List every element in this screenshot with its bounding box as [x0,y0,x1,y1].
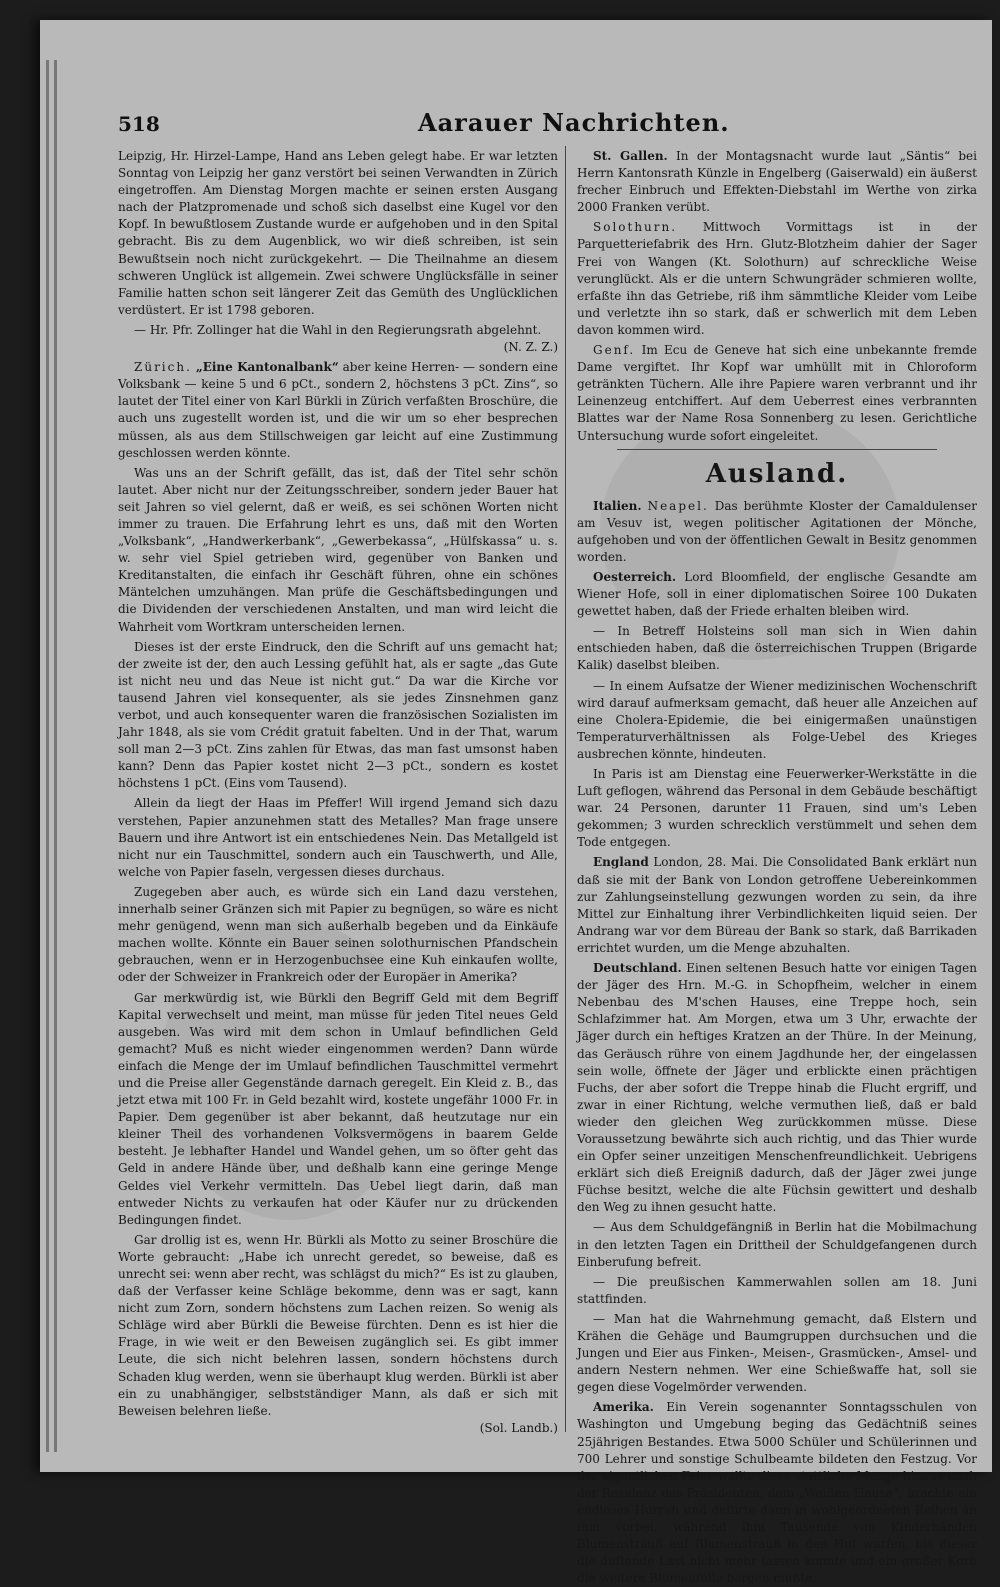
dateline-genf: Genf. [593,343,636,358]
paragraph: — Aus dem Schuldgefängniß in Berlin hat die Mobilmachung in den letzten Tagen ein Drittheil der Schuldgefangenen durch Einberufung befreit. [577,1220,977,1269]
article-text: Im Ecu de Geneve hat sich eine unbekannte fremde Dame vergiftet. Ihr Kopf war umhüllt mit in Chloroform getränkten Tüchern. Alle ihre Papiere waren verbrannt und ihr Leinenzeug entchiffert. Auf dem Ueberrest eines verbrannten Blattes war der Name Rosa Sonnenberg zu lesen. Gerichtliche Untersuchung wurde sofort eingeleitet. [577,343,977,443]
article-text: Lord Bloomfield, der englische Gesandte am Wiener Hofe, soll in einer diplomatischen Soiree 100 Dukaten gewettet haben, daß der Friede erhalten bleiben wird. [577,569,977,619]
dateline-zurich: Zürich. [134,360,192,375]
dateline-deutschland: Deutschland. [593,961,682,976]
paragraph: Was uns an der Schrift gefällt, das ist, daß der Titel sehr schön lautet. Aber nicht nur der Zeitungsschreiber, sondern jeder Bauer hat seit Jahren so viel gelernt, daß er weiß, es sei schönen Worten nicht immer zu trauen. Die Erfahrung lehrt es uns, daß mit den Worten „Volksbank“, „Handwerkerbank“, „Gewerbekassa“, „Hülfskassa“ u. s. w. sehr viel Spiel getrieben wird, gegenüber von Banken und Kreditanstalten, die einfach ihr Geschäft führen, ohne ein schönes Mäntelchen umzuhängen. Man prüfe die Geschäftsbedingungen und die Dividenden der verschiedenen Anstalten, und man wird leicht die Wahrheit vom Wortkram unterscheiden lernen. [118,465,558,634]
paragraph: Zugegeben aber auch, es würde sich ein Land dazu verstehen, innerhalb seiner Gränzen sich mit Papier zu begnügen, so wäre es nicht mehr genügend, wenn man sich außerhalb begeben und da Einkäufe machen wollte. Könnte ein Bauer seinen solothurnischen Pfandschein gebrauchen, wenn er in Herzogenbuchsee eine Kuh einkaufen wollte, oder der Schweizer in Frankreich oder der Europäer in Amerika? [118,884,558,985]
article-kantonalbank [118,359,558,462]
paragraph-text: Gar drollig ist es, wenn Hr. Bürkli als Motto zu seiner Broschüre die Worte gebraucht: „Habe ich unrecht geredet, so beweise, daß es unrecht sei: wenn aber recht, was schlägst du mich?“ Es ist zu glauben, daß der Verfasser keine Schläge bekomme, denn was er sagt, kann nicht zum Zorn, sondern höchstens zum Lachen reizen. So wenig als Schläge wird aber Bürkli die Beweise fürchten. Denn es ist hier die Frage, in wie weit er den Beweisen zugänglich sei. Es gibt immer Leute, die sich nicht belehren lassen, sondern höchstens durch Schaden klug werden, wenn sie überhaupt klug werden. Bürkli ist aber ein zu unabhängiger, selbstständiger Mann, als daß er sich mit Beweisen belehren ließe. [118,1232,558,1418]
article-text: Ein Verein sogenannter Sonntagsschulen von Washington und Umgebung beging das Gedächtniß seines 25jährigen Bestandes. Etwa 5000 Schüler und Schülerinnen und 700 Lehrer und sonstige Schulbeamte bildeten den Festzug. Vor der eigentlichen Feier wallte diese stattliche Menge hinaus nach der Residenz des Präsidenten, dem „Weißen Hause“, brachte ein endloses Hurrah und deflirte dann in wohlgeordneten Reihen an ihm vorbei, während ihm Tausende von Kinderhänden Blumenstrauß auf Blumenstrauß in den Hut warfen, bis dieser die duftende Last nicht mehr fassen konnte und ein großer Korb die weitere Blumenfülle bergen mußte. [577,1400,977,1586]
paragraph: Allein da liegt der Haas im Pfeffer! Will irgend Jemand sich dazu verstehen, Papier anzunehmen statt des Metalles? Man frage unsere Bauern und ihre Antwort ist ein entschiedenes Nein. Das Metallgeld ist nicht nur ein Tauschmittel, sondern auch ein Tauschwerth, und Alle, welche von Papier faseln, vergessen dieses durchaus. [118,796,558,879]
article-italien [577,498,977,566]
book-title: „Eine Kantonalbank“ [195,360,339,375]
article-solothurn [577,219,977,339]
article-text: Einen seltenen Besuch hatte vor einigen Tagen der Jäger des Hrn. M.-G. in Schopfheim, welcher in einem Nebenbau des M'schen Hauses, eine Treppe hoch, sein Schlafzimmer hat. Am Morgen, etwa um 3 Uhr, erwachte der Jäger durch ein heftiges Kratzen an der Thüre. In der Meinung, das Geräusch rühre von einem Jagdhunde her, der eingelassen sein wolle, öffnete der Jäger und erblickte einen prächtigen Fuchs, der aber sofort die Treppe hinab die Flucht ergriff, und zwar in einer Richtung, welche vermuthen ließ, daß er bald wieder den gleichen Weg zurückkommen müsse. Diese Voraussetzung bewährte sich auch richtig, und das Thier wurde ein Opfer seiner unzeitigen Menschenfreundlichkeit. Uebrigens erklärt sich dieß Ereigniß dadurch, daß der Jäger zwei junge Füchse besitzt, welche die alte Füchsin gewittert und deshalb den Weg zu ihnen gesucht hatte. [577,961,977,1215]
article-kantonalbank-text: aber keine Herren- — sondern eine Volksbank — keine 5 und 6 pCt., sondern 2, höchstens 3 pCt. Zins“, so lautet der Titel einer von Karl Bürkli in Zürich verfaßten Broschüre, die auch uns zugestellt worden ist, und die wir um so eher besprechen müssen, als aus dem Stillschweigen gar leicht auf eine Zustimmung geschlossen werden könnte. [118,360,558,460]
article-england [577,854,977,957]
left-column [118,148,558,1435]
newspaper-page [40,20,992,1586]
article-text: Mittwoch Vormittags ist in der Parquetteriefabrik des Hrn. Glutz-Blotzheim dahier der Sager Frei von Wangen (Kt. Solothurn) auf schreckliche Weise verunglückt. Als er die untern Schwungräder schmieren wollte, erfaßte ihn das Getriebe, riß ihm sämmtliche Kleider vom Leibe und verletzte ihn so stark, daß er schwerlich mit dem Leben davon kommen wird. [577,220,977,337]
article-genf [577,342,977,445]
paragraph: — Die preußischen Kammerwahlen sollen am 18. Juni stattfinden. [577,1274,977,1306]
article-zollinger [118,322,558,356]
article-zurich-suicide: Leipzig, Hr. Hirzel-Lampe, Hand ans Leben gelegt habe. Er war letzten Sonntag von Leipzig her ganz verstört bei seinen Verwandten in Zürich eingetroffen. Am Dienstag Morgen machte er seinen ersten Ausgang nach der Platzpromenade und schoß sich daselbst eine Kugel vor den Kopf. In bewußtlosem Zustande wurde er aufgehoben und in den Spital gebracht. Bis zu dem Augenblick, wo wir dieß schreiben, ist sein Bewußtsein noch nicht zurückgekehrt. — Die Theilnahme an diesem schweren Unglück ist allgemein. Zwei schwere Unglücksfälle in seiner Familie hatten schon seit längerer Zeit das Gemüth des Unglücklichen verdüstert. Er ist 1798 geboren. [118,149,558,317]
dateline-st-gallen: St. Gallen. [593,149,668,163]
page-edge [54,60,57,1452]
paragraph [118,1232,558,1437]
dateline-solothurn: Solothurn. [593,220,678,235]
page-header [118,104,932,144]
article-zollinger-text: — Hr. Pfr. Zollinger hat die Wahl in den Regierungsrath abgelehnt. [134,322,542,337]
section-rule [617,449,937,450]
dateline-england: England [593,855,649,870]
dateline-neapel: Neapel. [647,498,709,513]
page-edge [46,60,49,1452]
article-text: London, 28. Mai. Die Consolidated Bank erklärt nun daß sie mit der Bank von London getroffene Uebereinkommen zur Zahlungseinstellung gezwungen worden zu sein, da ihre Mittel zur Einhaltung ihrer Verbindlichkeiten liquid seien. Der Andrang war vor dem Büreau der Bank so stark, daß Barrikaden errichtet wurden, um die Menge abzuhalten. [577,855,977,955]
article-amerika [577,1399,977,1587]
article-deutschland [577,960,977,1216]
paragraph: — Man hat die Wahrnehmung gemacht, daß Elstern und Krähen die Gehäge und Baumgruppen durchsuchen und die Jungen und Eier aus Finken-, Meisen-, Grasmücken-, Amsel- und andern Nestern nehmen. Wer eine Schießwaffe hat, soll sie gegen diese Vogelmörder verwenden. [577,1311,977,1395]
paragraph: — In einem Aufsatze der Wiener medizinischen Wochenschrift wird darauf aufmerksam gemacht, daß heuer alle Anzeichen auf eine Cholera-Epidemie, die bei einigermaßen unaünstigen Temperaturverhältnissen als Folge-Uebel des Krieges ausbrechen könnte, hindeuten. [577,678,977,761]
paragraph: — In Betreff Holsteins soll man sich in Wien dahin entschieden haben, daß die österreichischen Truppen (Brigarde Kalik) daselbst bleiben. [577,624,977,673]
paragraph: Gar merkwürdig ist, wie Bürkli den Begriff Geld mit dem Begriff Kapital verwechselt und meint, man müsse für jeden Titel neues Geld ausgeben. Was wird mit dem schon in Umlauf befindlichen Geld gemacht? Muß es nicht wieder eingenommen werden? Dann würde einfach die Menge der im Umlauf befindlichen Tauschmittel vermehrt und die Preise aller Gegenstände darnach geregelt. Ein Kleid z. B., das jetzt etwa mit 100 Fr. in Geld bezahlt wird, kostete ungefähr 1000 Fr. in Papier. Dem gegenüber ist aber bekannt, daß heutzutage nur ein kleiner Theil des vorhandenen Volksvermögens in baarem Gelde besteht. Je lebhafter Handel und Wandel gehen, um so öfter geht das Geld in andere Hände über, und deßhalb kann eine geringe Menge Geldes viel Verkehr vermitteln. Das Uebel liegt darin, daß man entweder Nichts zu verkaufen hat oder Käufer nur zu drückenden Bedingungen findet. [118,990,558,1227]
paragraph: Dieses ist der erste Eindruck, den die Schrift auf uns gemacht hat; der zweite ist der, den auch Lessing gefühlt hat, als er sagte „das Gute ist nicht neu und das Neue ist nicht gut.“ Da war die Kirche vor tausend Jahren viel konsequenter, als sie jedes Zinsnehmen ganz verbot, und auch konsequenter waren die französischen Sozialisten im Jahr 1848, als sie vom Crédit gratuit fabelten. Und in der That, warum soll man 2—3 pCt. Zins zahlen für Etwas, das man fast umsonst haben kann? Denn das Papier kostet nicht 2—3 pCt., sondern es kostet höchstens 1 pCt. (Eins vom Tausend). [118,639,558,791]
right-column [577,148,977,1586]
article-oesterreich [577,569,977,620]
source-sol-landb: (Sol. Landb.) [479,1420,558,1435]
article-text: Das berühmte Kloster der Camaldulenser am Vesuv ist, wegen politischer Agitationen der Mönche, aufgehoben und von der öffentlichen Gewalt in Besitz genommen worden. [577,498,977,564]
article-paris: In Paris ist am Dienstag eine Feuerwerker-Werkstätte in die Luft geflogen, während das Personal in dem Gebäude beschäftigt war. 24 Personen, darunter 11 Frauen, sind um's Leben gekommen; 3 wurden schrecklich verstümmelt und sehen dem Tode entgegen. [577,767,977,850]
dateline-oesterreich: Oesterreich. [593,569,677,584]
section-heading-ausland: Ausland. [705,458,849,489]
article-st-gallen [577,148,977,216]
article-text: In der Montagsnacht wurde laut „Säntis“ bei Herrn Kantonsrath Künzle in Engelberg (Gaiserwald) ein äußerst frecher Einbruch und Effekten-Diebstahl im Werthe von zirka 2000 Franken verübt. [577,149,977,215]
dateline-italien: Italien. [593,498,642,513]
page-number: 518 [118,112,160,136]
source-nzz: (N. Z. Z.) [503,340,558,355]
newspaper-title: Aarauer Nachrichten. [418,108,730,137]
column-divider [565,146,566,1432]
dateline-amerika: Amerika. [593,1400,654,1415]
